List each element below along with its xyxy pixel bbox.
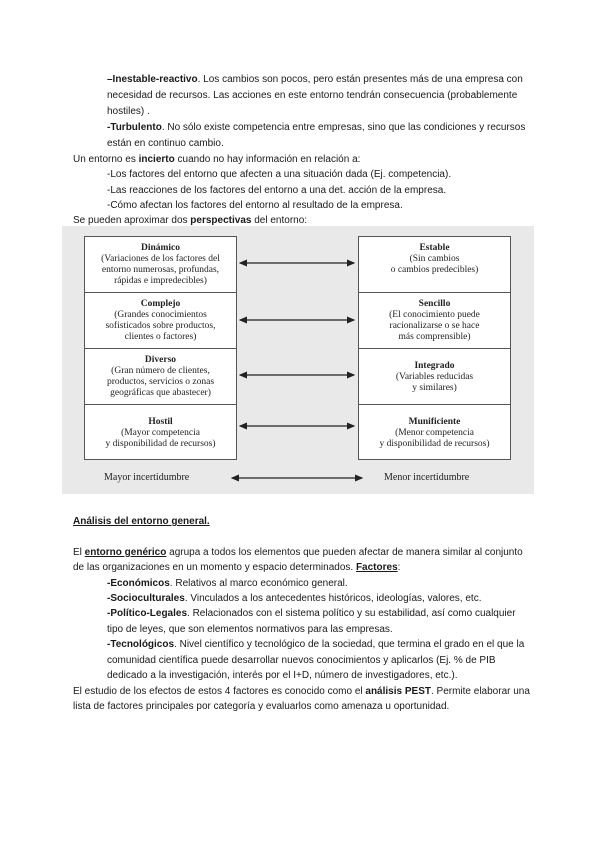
right-line: y disponibilidad de recursos) [379,439,490,449]
pest-line-1 [73,685,530,699]
left-line: (Grandes conocimientos [114,310,207,320]
right-line: más comprensible) [398,332,471,342]
incierto-post: cuando no hay información en relación a: [174,154,361,165]
right-line: o cambios predecibles) [390,265,479,275]
left-line: clientes o factores) [124,332,197,342]
inestable-line-1 [107,73,523,87]
p1-post: agrupa a todos los elementos que pueden afectar de manera similar al conjunto [166,547,523,558]
left-line: sofisticados sobre productos, [105,321,216,331]
turbulento-line-1 [107,121,525,135]
incierto-item-3: -Cómo afectan los factores del entorno al resultado de la empresa. [107,200,403,211]
inestable-term: –Inestable-reactivo [107,74,198,85]
pest-pre: El estudio de los efectos de estos 4 factores es conocido como el [73,686,366,697]
generic-line-2 [73,561,400,575]
left-line: entorno numerosas, profundas, [101,265,220,275]
right-line: y similares) [412,383,457,393]
incierto-line [73,153,360,167]
factor-text: . Nivel científico y tecnológico de la sociedad, que termina el grado en el que la [174,639,525,650]
left-line: (Gran número de clientes, [111,366,210,376]
turbulento-term: -Turbulento [107,122,162,133]
right-title: Sencillo [418,299,451,309]
left-line: rápidas e impredecibles) [114,276,207,286]
turbulento-text-1: . No sólo existe competencia entre empresas, sino que las condiciones y recursos [161,122,526,133]
footer-mayor-incertidumbre: Mayor incertidumbre [104,472,190,483]
right-line: racionalizarse o se hace [389,321,480,331]
persp-post: del entorno: [251,215,308,226]
right-line: (Sin cambios [409,254,460,264]
pest-line-2: lista de factores principales por categoría y evaluarlos como amenaza u oportunidad. [73,701,450,712]
factor-text: . Relacionados con el sistema político y su estabilidad, así como cualquier [187,608,516,619]
p1-l2-pre: de las organizaciones en un momento y espacio determinados. [73,562,356,573]
left-title: Hostil [148,417,173,427]
factor-term: -Tecnológicos [107,639,175,650]
persp-term: perspectivas [190,215,252,226]
left-title: Dinámico [140,243,181,253]
incierto-item-2: -Las reacciones de los factores del entorno a una det. acción de la empresa. [107,185,447,196]
pest-term: análisis PEST [365,686,431,697]
factor-text: . Relativos al marco económico general. [169,578,348,589]
right-line: (Variables reducidas [395,372,474,382]
turbulento-line-2: están en continuo cambio. [107,138,224,149]
factor-economicos [107,577,348,591]
inestable-text-1: . Los cambios son pocos, pero están presentes más de una empresa con [197,74,523,85]
left-line: productos, servicios o zonas [106,377,215,387]
right-title: Integrado [414,361,455,371]
perspectives-figure [62,226,534,494]
factor-socioculturales [107,592,481,606]
right-line: (El conocimiento puede [389,310,480,320]
left-line: (Mayor competencia [121,428,200,438]
left-title: Diverso [144,355,177,365]
left-line: geográficas que abastecer) [110,388,211,398]
factor-term: -Socioculturales [107,593,185,604]
factor-tecnologicos [107,638,524,652]
factor-text: . Vinculados a los antecedentes históricos, ideologías, valores, etc. [184,593,482,604]
factor-politico-legales-line-2: tipo de leyes, que son elementos normativos para las empresas. [107,624,393,635]
factor-term: -Político-Legales [107,608,188,619]
pest-post: . Permite elaborar una [430,686,530,697]
left-line: y disponibilidad de recursos) [105,439,216,449]
inestable-line-3: hostiles) . [107,106,150,117]
generic-line-1 [73,546,523,560]
factor-term: -Económicos [107,578,170,589]
factor-tecnologicos-line-3: dedicado a la investigación, interés por el I+D, número de investigadores, etc.). [107,670,458,681]
left-title: Complejo [140,299,181,309]
arrows-graphic [62,226,534,494]
section-heading [73,515,210,529]
entorno-generico-term: entorno genérico [84,547,167,558]
incierto-item-1: -Los factores del entorno que afecten a una situación dada (Ej. competencia). [107,169,452,180]
p1-l2-post: : [397,562,401,573]
footer-menor-incertidumbre: Menor incertidumbre [384,472,470,483]
factor-tecnologicos-line-2: comunidad científica puede desarrollar nuevos conocimientos y aplicarlos (Ej. % de PIB [107,655,496,666]
left-line: (Variaciones de los factores del [101,254,220,264]
section-heading-text: Análisis del entorno general. [73,516,210,527]
p1-pre: El [73,547,85,558]
persp-pre: Se pueden aproximar dos [73,215,191,226]
factores-term: Factores [355,562,398,573]
inestable-line-2: necesidad de recursos. Las acciones en este entorno tendrán consecuencia (probablemente [107,90,518,101]
incierto-term: incierto [138,154,175,165]
right-title: Estable [419,243,450,253]
right-line: (Menor competencia [395,428,474,438]
incierto-pre: Un entorno es [73,154,139,165]
factor-politico-legales [107,607,516,621]
right-title: Munificiente [408,417,461,427]
